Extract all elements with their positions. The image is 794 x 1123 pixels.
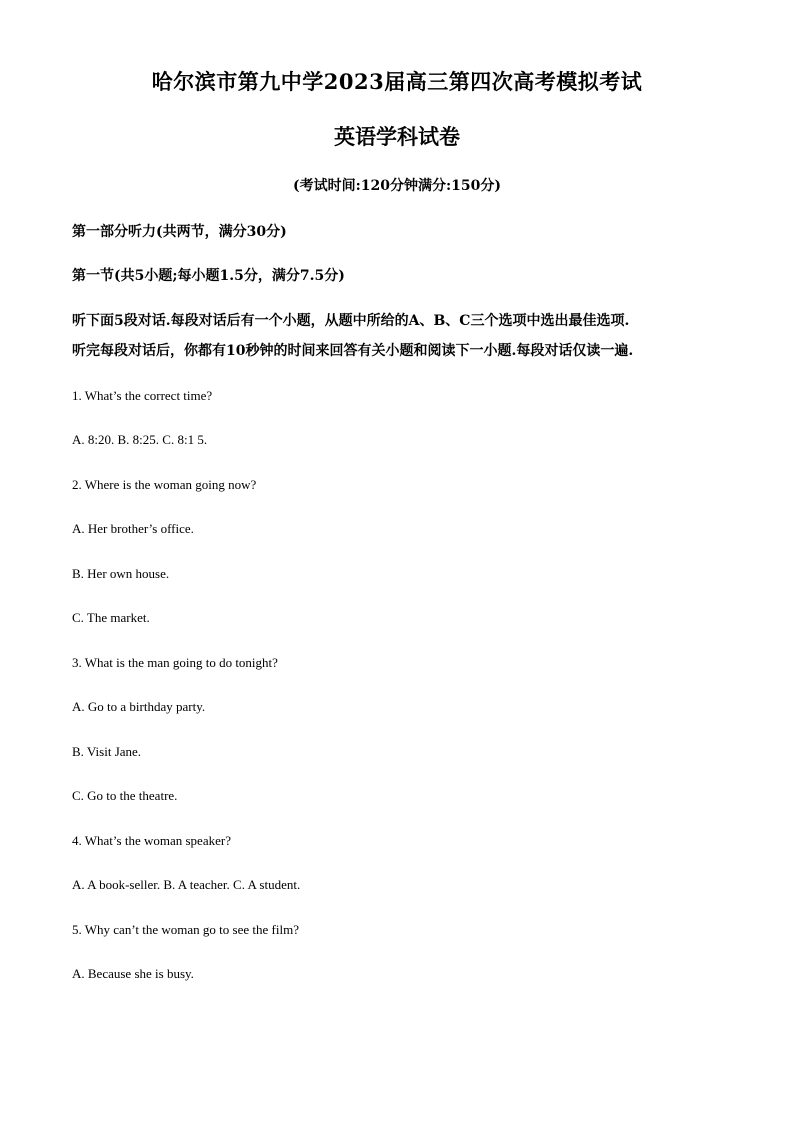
question-3-option-c: C. Go to the theatre. — [72, 788, 178, 803]
exam-subject-title: 英语学科试卷 — [334, 124, 460, 149]
question-3-stem: 3. What is the man going to do tonight? — [72, 655, 278, 670]
question-3-option-b: B. Visit Jane. — [72, 744, 142, 759]
question-2-option-b: B. Her own house. — [72, 566, 170, 581]
part-one-heading: 第一部分听力(共两节，满分30分) — [72, 224, 287, 240]
section-one-heading: 第一节(共5小题;每小题1.5分，满分7.5分) — [72, 268, 345, 284]
question-2-option-a: A. Her brother’s office. — [72, 521, 194, 536]
question-4-stem: 4. What’s the woman speaker? — [72, 833, 231, 848]
instruction-line-1: 听下面5段对话.每段对话后有一个小题，从题中所给的A、B、C三个选项中选出最佳选项. — [72, 313, 630, 329]
question-3-option-a: A. Go to a birthday party. — [72, 699, 206, 714]
question-5-stem: 5. Why can’t the woman go to see the film? — [72, 922, 299, 937]
instruction-line-2: 听完每段对话后，你都有10秒钟的时间来回答有关小题和阅读下一小题.每段对话仅读一遍. — [72, 343, 634, 359]
question-4-options: A. A book-seller. B. A teacher. C. A student. — [72, 877, 301, 892]
exam-title: 哈尔滨市第九中学2023届高三第四次高考模拟考试 — [151, 69, 643, 94]
question-2-stem: 2. Where is the woman going now? — [72, 477, 257, 492]
question-2-option-c: C. The market. — [72, 610, 150, 625]
question-1-stem: 1. What’s the correct time? — [72, 388, 213, 403]
question-5-option-a: A. Because she is busy. — [72, 966, 194, 981]
question-1-options: A. 8:20. B. 8:25. C. 8:1 5. — [72, 432, 208, 447]
exam-time-score-info: (考试时间:120分钟满分:150分) — [292, 178, 502, 194]
